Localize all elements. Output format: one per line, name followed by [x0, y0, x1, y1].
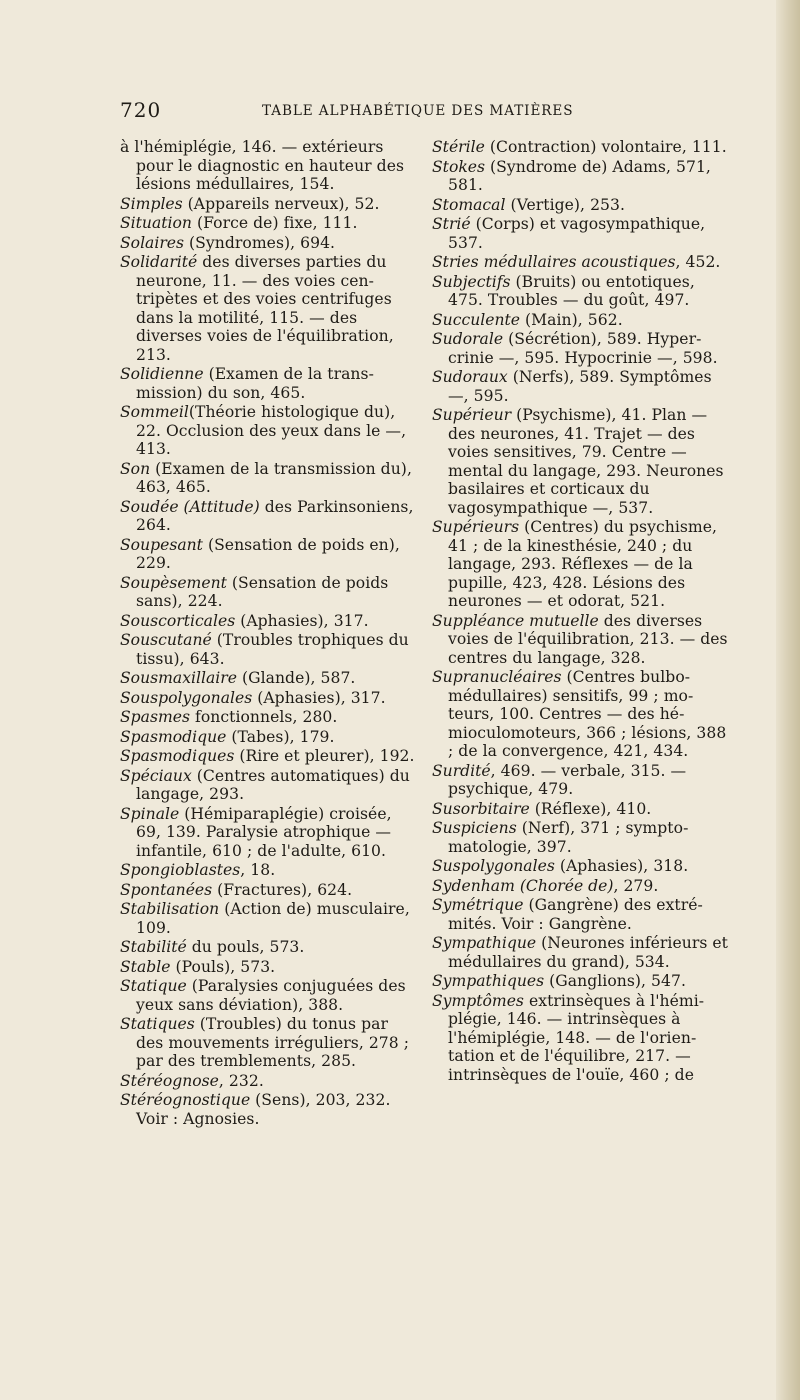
index-term: Statique: [120, 977, 187, 995]
index-term: Spinale: [120, 804, 180, 823]
index-term: Supérieurs: [432, 518, 520, 536]
index-references: à l'hémiplégie, 146. — extérieurs pour le diagnostic en hauteur des lésions médullaires, 154.: [120, 138, 405, 193]
index-entry: [120, 689, 420, 708]
index-term: Stries médullaires acoustiques: [432, 253, 676, 271]
index-references: (Neurones inférieurs et médullaires du grand), 534.: [448, 934, 728, 971]
index-entry: [432, 612, 730, 668]
index-entry: [120, 669, 420, 688]
index-term: Symptômes: [432, 991, 524, 1010]
index-entry: [432, 253, 730, 272]
index-references: (Vertige), 253.: [505, 195, 625, 214]
index-entry: [120, 138, 420, 194]
index-term: Soudée (Attitude): [120, 497, 260, 516]
index-term: Sympathique: [432, 934, 537, 952]
index-term: Statiques: [120, 1015, 195, 1033]
index-term: Soupesant: [120, 535, 203, 554]
index-entry: [120, 977, 420, 1014]
index-term: Sydenham (Chorée de): [432, 876, 614, 895]
index-term: Spontanées: [120, 880, 213, 899]
index-term: Souscutané: [120, 631, 212, 649]
index-references: , 18.: [240, 861, 276, 879]
index-references: (Sensation de poids en), 229.: [136, 535, 400, 572]
index-term: Solidienne: [120, 365, 204, 383]
index-term: Supérieur: [432, 406, 512, 424]
index-term: Situation: [120, 214, 192, 232]
index-term: Solidarité: [120, 253, 198, 271]
index-references: fonctionnels, 280.: [189, 708, 338, 726]
index-entry: [432, 138, 730, 157]
index-references: (Troubles trophiques du tissu), 643.: [136, 631, 409, 668]
index-references: des diverses parties du neurone, 11. — des voies centripètes et des voies centrifuges dans la motilité, 115. — des diverses voies de l'équilibration, 213.: [136, 253, 394, 364]
index-entry: [432, 311, 730, 330]
index-references: du pouls, 573.: [186, 938, 305, 956]
index-references: (Nerfs), 589. Symptômes —, 595.: [448, 368, 712, 405]
index-references: (Bruits) ou entotiques, 475. Troubles — du goût, 497.: [448, 272, 695, 309]
index-entry: [120, 460, 420, 497]
index-entry: [432, 668, 730, 761]
index-entry: [120, 728, 420, 747]
index-references: (Pouls), 573.: [170, 957, 276, 976]
index-term: Subjectifs: [432, 272, 511, 291]
index-entry: [432, 934, 730, 971]
index-term: Suppléance mutuelle: [432, 611, 599, 630]
index-term: Stable: [120, 957, 171, 976]
page-number: 720: [120, 98, 162, 122]
index-entry: [120, 805, 420, 861]
index-entry: [432, 196, 730, 215]
index-entry: [120, 365, 420, 402]
index-references: (Sensation de poids sans), 224.: [136, 573, 389, 610]
index-references: , 232.: [218, 1071, 264, 1090]
index-term: Soupèsement: [120, 573, 227, 592]
index-references: extrinsèques à l'hémiplégie, 146. — intrinsèques à l'hémiplégie, 148. — de l'orientation et de l'équilibre, 217. — intrinsèques de l'ouïe, 460 ; de: [448, 991, 705, 1084]
index-references: (Rire et pleurer), 192.: [234, 747, 415, 765]
index-references: (Syndromes), 694.: [184, 233, 336, 252]
index-entry: [432, 158, 730, 195]
index-entry: [432, 368, 730, 405]
index-entry: [120, 1091, 420, 1128]
index-entry: [120, 574, 420, 611]
index-term: Solaires: [120, 233, 185, 252]
index-entry: [120, 214, 420, 233]
index-references: (Contraction) volontaire, 111.: [484, 138, 727, 156]
index-entry: [120, 747, 420, 766]
index-term: Sudoraux: [432, 368, 508, 386]
index-references: , 279.: [613, 876, 659, 895]
index-entry: [120, 1072, 420, 1091]
index-term: Strié: [432, 215, 471, 233]
index-entry: [432, 762, 730, 799]
index-entry: [432, 992, 730, 1085]
index-references: (Appareils nerveux), 52.: [182, 194, 380, 213]
index-term: Susorbitaire: [432, 799, 530, 818]
index-entry: [432, 215, 730, 252]
index-references: (Troubles) du tonus par des mouvements irréguliers, 278 ; par des tremblements, 285.: [136, 1015, 410, 1070]
index-references: (Ganglions), 547.: [544, 972, 686, 990]
index-references: (Action de) musculaire, 109.: [136, 900, 410, 937]
index-entry: [432, 857, 730, 876]
index-term: Stokes: [432, 157, 486, 176]
index-term: Suspiciens: [432, 819, 517, 837]
index-references: (Glande), 587.: [236, 669, 356, 687]
index-references: (Sécrétion), 589. Hypercrinie —, 595. Hypocrinie —, 598.: [448, 330, 718, 367]
index-references: (Réflexe), 410.: [529, 799, 652, 818]
index-references: (Tabes), 179.: [226, 727, 335, 746]
index-term: Sympathiques: [432, 972, 545, 990]
index-term: Stomacal: [432, 195, 506, 214]
index-references: (Centres automatiques) du langage, 293.: [136, 766, 410, 803]
index-term: Spasmodique: [120, 727, 227, 746]
right-column: [432, 138, 730, 1085]
index-references: , 452.: [675, 253, 721, 271]
index-entry: [120, 234, 420, 253]
index-references: (Aphasies), 318.: [554, 857, 689, 875]
index-entry: [432, 800, 730, 819]
index-term: Sommeil: [120, 403, 189, 421]
index-entry: [120, 631, 420, 668]
index-entry: [432, 819, 730, 856]
index-entry: [120, 1015, 420, 1071]
index-term: Surdité: [432, 761, 491, 780]
index-references: (Main), 562.: [520, 310, 623, 329]
index-entry: [120, 861, 420, 880]
index-references: (Nerf), 371 ; symptomatologie, 397.: [448, 819, 689, 856]
index-term: Souscorticales: [120, 611, 236, 630]
index-references: (Syndrome de) Adams, 571, 581.: [448, 157, 711, 194]
index-entry: [120, 900, 420, 937]
index-term: Symétrique: [432, 896, 524, 914]
index-term: Sousmaxillaire: [120, 669, 237, 687]
index-references: (Examen de la transmission) du son, 465.: [136, 365, 374, 402]
index-references: (Fractures), 624.: [212, 880, 353, 899]
index-entry: [120, 881, 420, 900]
index-term: Sudorale: [432, 330, 504, 348]
index-references: (Aphasies), 317.: [252, 688, 386, 707]
index-references: des Parkinsoniens, 264.: [136, 497, 414, 534]
index-references: (Psychisme), 41. Plan — des neurones, 41. Trajet — des voies sensitives, 79. Centre — mental du langage, 293. Neurones basilaires et corticaux du vagosympathique —, 537.: [448, 406, 724, 517]
index-term: Spongioblastes: [120, 861, 241, 879]
index-term: Suspolygonales: [432, 857, 555, 875]
index-term: Spéciaux: [120, 766, 192, 785]
index-term: Stabilité: [120, 938, 187, 956]
index-term: Stabilisation: [120, 900, 220, 918]
index-term: Spasmes: [120, 708, 190, 726]
index-references: (Centres) du psychisme, 41 ; de la kinesthésie, 240 ; du langage, 293. Réflexes — de la pupille, 423, 428. Lésions des neurones — et odorat, 521.: [448, 518, 718, 610]
index-entry: [120, 938, 420, 957]
index-term: Son: [120, 459, 151, 478]
index-term: Spasmodiques: [120, 747, 235, 765]
index-term: Stéréognostique: [120, 1091, 251, 1109]
index-term: Simples: [120, 194, 183, 213]
index-references: des diverses voies de l'équilibration, 213. — des centres du langage, 328.: [448, 611, 728, 667]
left-column: [120, 138, 420, 1129]
index-entry: [120, 253, 420, 364]
index-entry: [120, 708, 420, 727]
index-references: (Force de) fixe, 111.: [191, 214, 358, 232]
index-entry: [432, 406, 730, 517]
index-references: (Examen de la transmission du), 463, 465.: [136, 459, 412, 496]
index-term: Stéréognose: [120, 1071, 219, 1090]
index-entry: [432, 273, 730, 310]
index-references: , 469. — verbale, 315. — psychique, 479.: [448, 761, 687, 798]
index-entry: [432, 877, 730, 896]
running-title: TABLE ALPHABÉTIQUE DES MATIÈRES: [262, 103, 574, 119]
index-entry: [432, 896, 730, 933]
index-entry: [120, 958, 420, 977]
index-entry: [432, 330, 730, 367]
index-entry: [432, 972, 730, 991]
index-entry: [120, 195, 420, 214]
page-edge: [776, 0, 800, 1400]
index-references: (Sens), 203, 232. Voir : Agnosies.: [136, 1091, 391, 1128]
index-term: Succulente: [432, 310, 520, 329]
index-term: Souspolygonales: [120, 688, 253, 707]
index-references: (Paralysies conjuguées des yeux sans déviation), 388.: [136, 977, 406, 1014]
index-term: Stérile: [432, 138, 485, 156]
index-entry: [120, 403, 420, 459]
index-entry: [120, 536, 420, 573]
index-entry: [120, 498, 420, 535]
index-references: (Gangrène) des extrémités. Voir : Gangrène.: [448, 896, 703, 933]
index-references: (Théorie histologique du), 22. Occlusion des yeux dans le —, 413.: [136, 403, 407, 458]
index-references: (Corps) et vagosympathique, 537.: [448, 215, 706, 252]
index-term: Supranucléaires: [432, 668, 562, 686]
index-entry: [432, 518, 730, 611]
index-entry: [120, 612, 420, 631]
index-entry: [120, 767, 420, 804]
index-references: (Hémiparaplégie) croisée, 69, 139. Paralysie atrophique — infantile, 610 ; de l'adulte, 610.: [136, 804, 392, 860]
index-references: (Centres bulbo-médullaires) sensitifs, 99 ; moteurs, 100. Centres — des hémioculomoteurs, 366 ; lésions, 388 ; de la convergence, 421, 434.: [448, 668, 727, 760]
index-references: (Aphasies), 317.: [235, 611, 369, 630]
